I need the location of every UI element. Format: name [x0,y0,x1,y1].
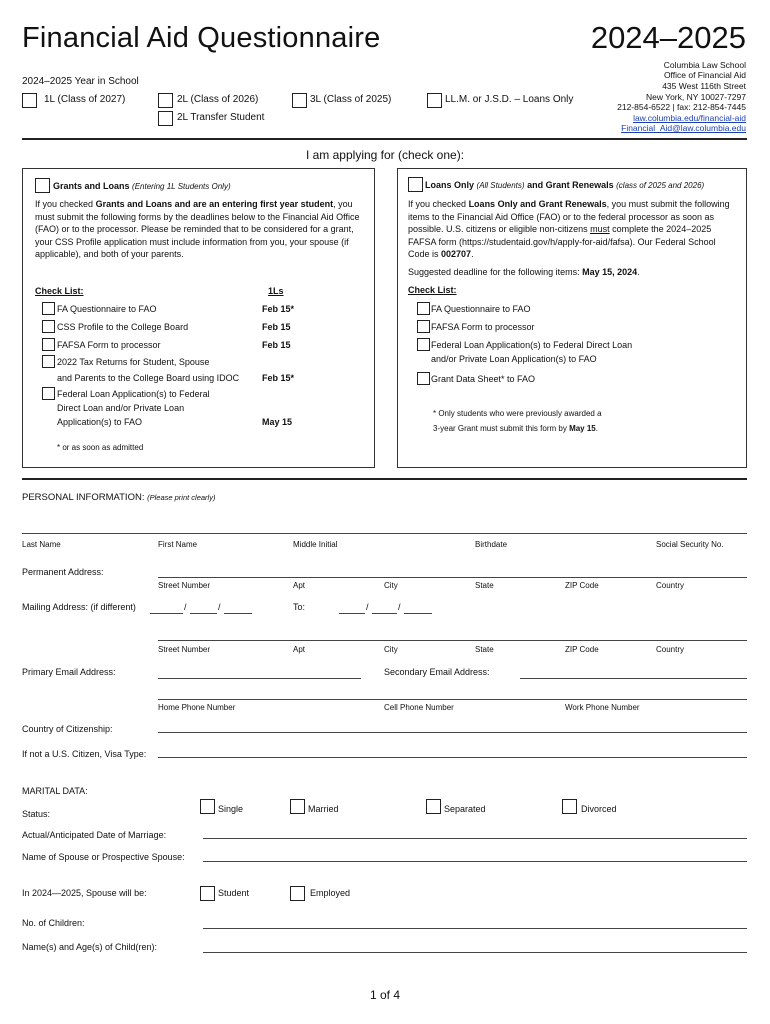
marital-heading: MARITAL DATA: [22,786,88,796]
mailing-to-month[interactable] [339,613,365,614]
grants-item-date: May 15 [262,417,293,427]
page-number: 1 of 4 [369,988,401,1002]
grants-item-date: Feb 15 [262,322,291,332]
year-in-school-label: 2024–2025 Year in School [22,76,139,87]
spouse-employed-label: Employed [310,888,351,898]
home-phone-label: Home Phone Number [158,703,236,712]
option-1l-label: 1L (Class of 2027) [44,94,126,105]
separated-label: Separated [444,804,486,814]
mailing-to-day[interactable] [372,613,397,614]
ssn-label: Social Security No. [656,540,724,549]
grants-item-date: Feb 15* [262,304,295,314]
checkbox-federal-loan[interactable] [42,387,55,400]
primary-email-label: Primary Email Address: [22,667,116,677]
loans-item-text: FAFSA Form to processor [431,322,535,332]
grants-item-date: Feb 15 [262,340,291,350]
option-llm-label: LL.M. or J.S.D. – Loans Only [445,94,574,105]
section-divider [22,478,747,480]
office-phone: 212-854-6522 | fax: 212-854-7445 [617,102,746,112]
addr-street-label: Street Number [158,645,211,654]
permanent-address-line[interactable] [158,577,747,578]
mailing-from-day[interactable] [190,613,217,614]
mailing-from-year[interactable] [224,613,252,614]
grants-checklist-label: Check List: [35,286,84,296]
addr-apt-label: Apt [293,645,306,654]
grants-item-text: CSS Profile to the College Board [57,322,189,332]
option-2l-label: 2L (Class of 2026) [177,94,259,105]
single-label: Single [218,804,244,814]
checkbox-1l[interactable] [22,93,37,108]
children-count-label: No. of Children: [22,918,85,928]
checkbox-tax-returns[interactable] [42,355,55,368]
checkbox-spouse-employed[interactable] [290,886,305,901]
grants-footnote: * or as soon as admitted [57,443,144,452]
checkbox-css-profile[interactable] [42,320,55,333]
work-phone-label: Work Phone Number [565,703,640,712]
spouse-student-label: Student [218,888,250,898]
date-slash: / [184,602,187,612]
married-label: Married [308,804,339,814]
loans-item-text: FA Questionnaire to FAO [431,304,531,314]
loans-footnote-line2: 3-year Grant must submit this form by May 15. [433,424,598,433]
addr-zip-label: ZIP Code [565,645,599,654]
grants-item-date: Feb 15* [262,373,295,383]
primary-email-field[interactable] [158,678,361,679]
addr-street-label: Street Number [158,581,211,590]
loans-deadline: Suggested deadline for the following items: May 15, 2024. [408,267,640,277]
addr-city-label: City [384,581,398,590]
birthdate-label: Birthdate [475,540,508,549]
checkbox-loans-federal-loan[interactable] [417,338,430,351]
middle-initial-label: Middle Initial [293,540,338,549]
year-title: 2024–2025 [590,20,746,55]
checkbox-fa-questionnaire[interactable] [42,302,55,315]
citizenship-label: Country of Citizenship: [22,724,113,734]
marriage-date-label: Actual/Anticipated Date of Marriage: [22,830,167,840]
checkbox-3l[interactable] [292,93,307,108]
mailing-from-month[interactable] [150,613,183,614]
office-name: Office of Financial Aid [663,70,746,80]
children-count-field[interactable] [203,928,747,929]
secondary-email-field[interactable] [520,678,747,679]
mailing-address-label: Mailing Address: (if different) [22,602,136,612]
header-divider [22,138,747,140]
office-street: 435 West 116th Street [662,81,746,91]
spouse-will-be-label: In 2024—2025, Spouse will be: [22,888,147,898]
page-title: Financial Aid Questionnaire [22,22,381,54]
grants-item-text-line2: and Parents to the College Board using IDOC [57,373,240,383]
checkbox-loans-only[interactable] [408,177,423,192]
grants-item-text: Federal Loan Application(s) to Federal [57,389,210,399]
spouse-name-field[interactable] [203,861,747,862]
marriage-date-field[interactable] [203,838,747,839]
checkbox-single[interactable] [200,799,215,814]
last-name-label: Last Name [22,540,61,549]
children-names-label: Name(s) and Age(s) of Child(ren): [22,942,158,952]
option-2l-transfer-label: 2L Transfer Student [177,112,265,123]
mailing-to-year[interactable] [404,613,432,614]
loans-footnote-line1: * Only students who were previously awarded a [433,409,602,418]
checkbox-2l-transfer[interactable] [158,111,173,126]
loans-only-instructions: If you checked Loans Only and Grant Renewals, you must submit the following items to the Financial Aid Office (FAO) or to the federal processor as soon as possible. U.S. citizens or eligible non-citizens must complete the 2024–2025 FAFSA form (https://studentaid.gov/h/apply-for-aid/fafsa). Our Federal School Code is 002707. [408,199,730,259]
checkbox-loans-fafsa[interactable] [417,320,430,333]
mailing-address-line[interactable] [158,640,747,641]
first-name-label: First Name [158,540,198,549]
grants-loans-instructions: If you checked Grants and Loans and are an entering first year student, you must submit the following forms by the deadlines below to the Financial Aid Office (FAO) or to the processor. Please be reminded that to be considered for a grant, your CSS Profile application must include information from you, your spouse (if applicable), and both of your parents. [35,199,360,259]
checkbox-divorced[interactable] [562,799,577,814]
checkbox-loans-fa-questionnaire[interactable] [417,302,430,315]
applying-heading: I am applying for (check one): [305,148,465,162]
grants-item-text-line2: Direct Loan and/or Private Loan [57,403,185,413]
checkbox-married[interactable] [290,799,305,814]
permanent-address-label: Permanent Address: [22,567,104,577]
date-slash: / [366,602,369,612]
marital-status-label: Status: [22,809,51,819]
checkbox-spouse-student[interactable] [200,886,215,901]
divorced-label: Divorced [581,804,617,814]
grants-item-text-line3: Application(s) to FAO [57,417,143,427]
checkbox-grant-data-sheet[interactable] [417,372,430,385]
citizenship-field[interactable] [158,732,747,733]
checkbox-2l[interactable] [158,93,173,108]
personal-info-heading: PERSONAL INFORMATION: (Please print clearly) [22,492,216,503]
phone-numbers-line[interactable] [158,699,747,700]
office-city: New York, NY 10027-7297 [645,92,746,102]
addr-zip-label: ZIP Code [565,581,599,590]
addr-city-label: City [384,645,398,654]
date-slash: / [398,602,401,612]
mailing-to-label: To: [293,602,306,612]
checkbox-separated[interactable] [426,799,441,814]
date-slash: / [218,602,221,612]
checkbox-llm[interactable] [427,93,442,108]
grants-checklist-col-header: 1Ls [268,286,284,296]
school-name: Columbia Law School [663,60,746,70]
visa-type-field[interactable] [158,757,747,758]
spouse-name-label: Name of Spouse or Prospective Spouse: [22,852,185,862]
checkbox-grants-loans[interactable] [35,178,50,193]
addr-apt-label: Apt [293,581,306,590]
name-fields-line[interactable] [22,533,747,534]
grants-item-text: FAFSA Form to processor [57,340,161,350]
grants-item-text: 2022 Tax Returns for Student, Spouse [57,357,210,367]
loans-item-text: Federal Loan Application(s) to Federal Direct Loan [431,340,633,350]
loans-item-text: Grant Data Sheet* to FAO [431,374,536,384]
grants-loans-title: Grants and Loans (Entering 1L Students Only) [53,181,231,191]
office-email-link[interactable]: Financial_Aid@law.columbia.edu [621,123,746,133]
addr-state-label: State [475,581,494,590]
grants-item-text: FA Questionnaire to FAO [57,304,157,314]
addr-state-label: State [475,645,494,654]
addr-country-label: Country [656,581,685,590]
visa-type-label: If not a U.S. Citizen, Visa Type: [22,749,147,759]
loans-only-title: Loans Only (All Students) and Grant Renewals (class of 2025 and 2026) [425,180,705,190]
addr-country-label: Country [656,645,685,654]
children-names-field[interactable] [203,952,747,953]
option-3l-label: 3L (Class of 2025) [310,94,392,105]
office-website-link[interactable]: law.columbia.edu/financial-aid [633,113,746,123]
loans-checklist-label: Check List: [408,285,457,295]
cell-phone-label: Cell Phone Number [384,703,454,712]
loans-item-text-line2: and/or Private Loan Application(s) to FAO [431,354,597,364]
checkbox-fafsa[interactable] [42,338,55,351]
secondary-email-label: Secondary Email Address: [384,667,490,677]
